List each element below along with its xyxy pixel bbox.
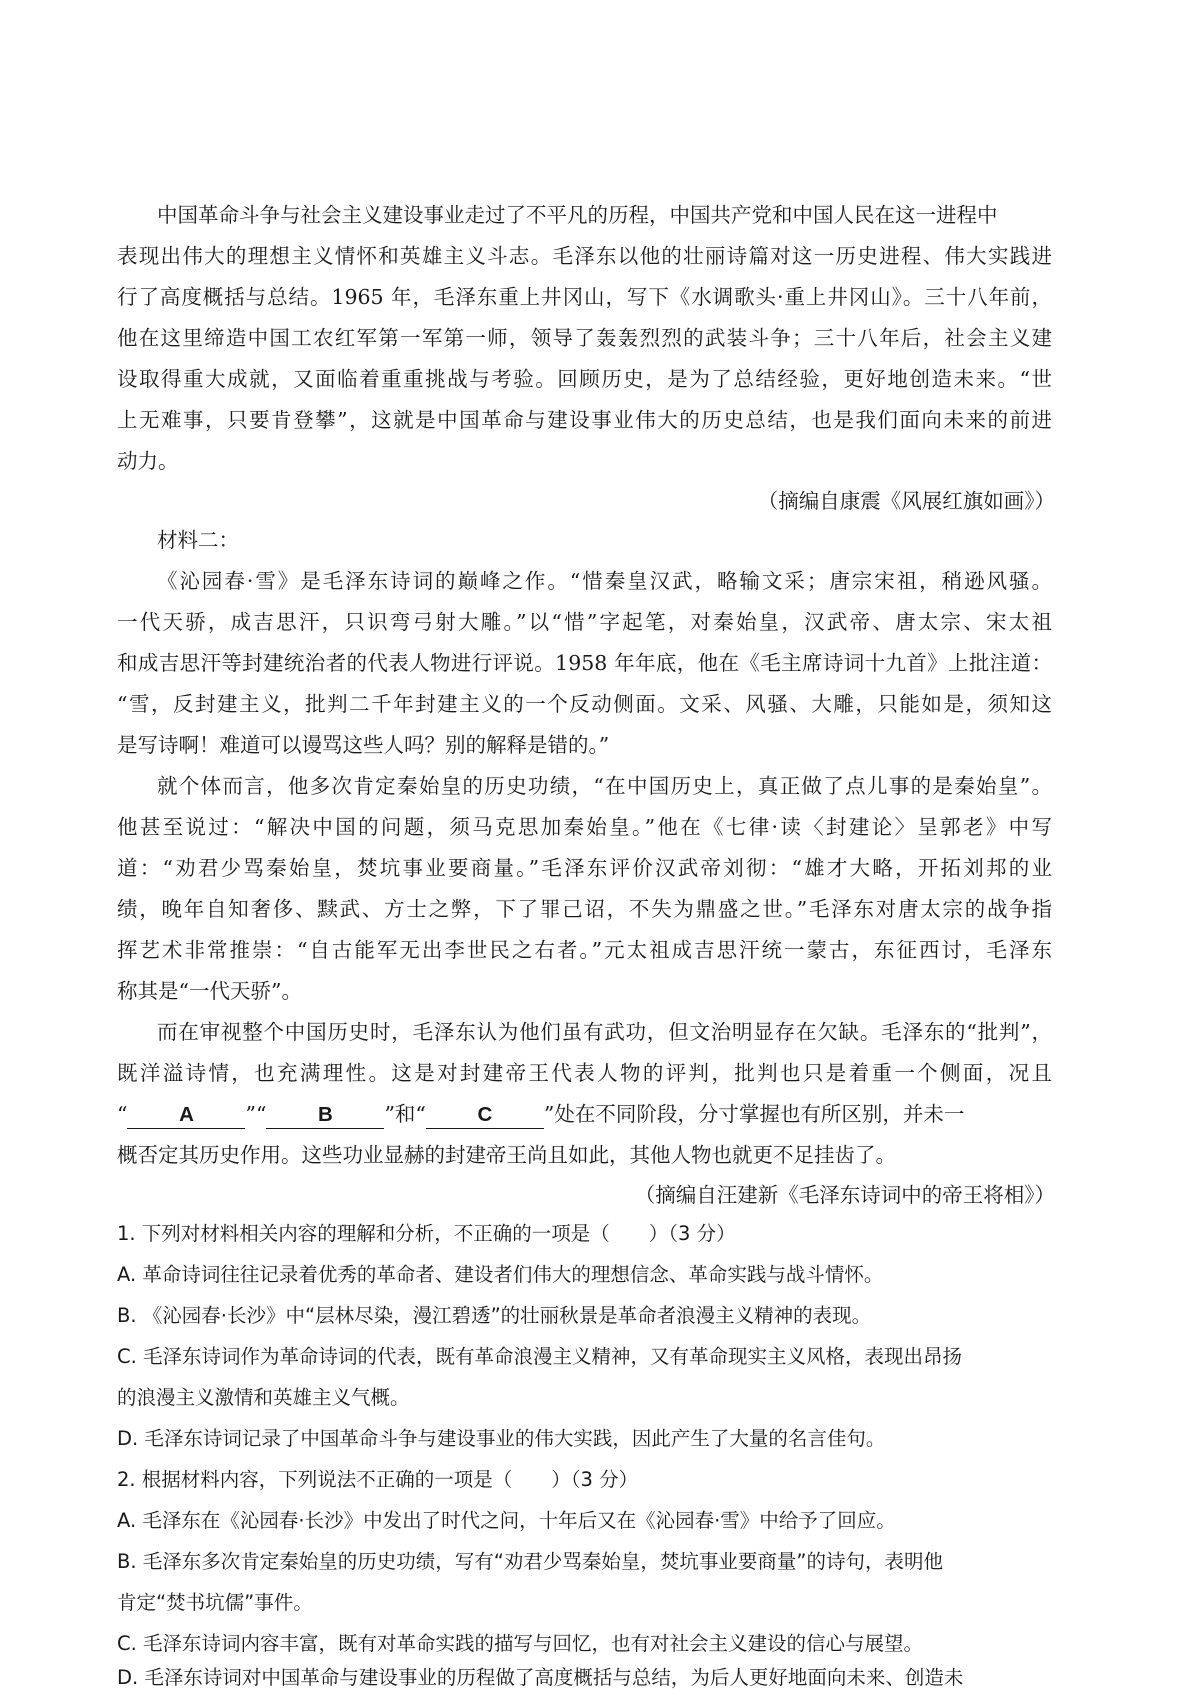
material2-p1-line-1: 《沁园春·雪》是毛泽东诗词的巅峰之作。“惜秦皇汉武，略输文采；唐宗宋祖，稍逊风骚。 xyxy=(157,569,1052,593)
question-1-option-c-cont: 的浪漫主义激情和英雄主义气概。 xyxy=(117,1386,410,1409)
question-2-option-b[interactable]: B. 毛泽东多次肯定秦始皇的历史功绩，写有“劝君少骂秦始皇，焚坑事业要商量”的诗句，表明他 xyxy=(117,1550,943,1573)
material2-p1-line-5: 是写诗啊！难道可以谩骂这些人吗？别的解释是错的。” xyxy=(117,733,610,757)
material2-p1-line-2: 一代天骄，成吉思汗，只识弯弓射大雕。”以“惜”字起笔，对秦始皇，汉武帝、唐太宗、宋太祖 xyxy=(117,610,1052,634)
blank-line-rest: ”处在不同阶段，分寸掌握也有所区别，并未一 xyxy=(543,1102,965,1126)
material2-p3-line-2: 既洋溢诗情，也充满理性。这是对封建帝王代表人物的评判，批判也只是着重一个侧面，况且 xyxy=(117,1061,1052,1085)
material1-line-2: 表现出伟大的理想主义情怀和英雄主义斗志。毛泽东以他的壮丽诗篇对这一历史进程、伟大实践进 xyxy=(117,244,1052,268)
material2-p2-line-1: 就个体而言，他多次肯定秦始皇的历史功绩，“在中国历史上，真正做了点儿事的是秦始皇”。 xyxy=(157,774,1052,798)
material2-source: （摘编自汪建新《毛泽东诗词中的帝王将相》） xyxy=(634,1183,1055,1207)
material2-p1-line-4: “雪，反封建主义，批判二千年封建主义的一个反动侧面。文采、风骚、大雕，只能如是，须知这 xyxy=(117,692,1052,716)
material2-blank-line xyxy=(117,1096,1052,1132)
material2-p2-line-5: 挥艺术非常推崇：“自古能军无出李世民之右者。”元太祖成吉思汗统一蒙古，东征西讨，毛泽东 xyxy=(117,938,1052,962)
question-1-option-c[interactable]: C. 毛泽东诗词作为革命诗词的代表，既有革命浪漫主义精神，又有革命现实主义风格，表现出昂扬 xyxy=(117,1345,963,1368)
blank-c[interactable]: C xyxy=(426,1102,544,1129)
material2-p3-line-1: 而在审视整个中国历史时，毛泽东认为他们虽有武功，但文治明显存在欠缺。毛泽东的“批判”， xyxy=(157,1020,1052,1044)
question-1-option-b[interactable]: B. 《沁园春·长沙》中“层林尽染，漫江碧透”的壮丽秋景是革命者浪漫主义精神的表现。 xyxy=(117,1304,872,1327)
quote-open-a: “ xyxy=(117,1102,128,1126)
material2-p2-line-6: 称其是“一代天骄”。 xyxy=(117,979,302,1003)
material1-line-4: 他在这里缔造中国工农红军第一军第一师，领导了轰轰烈烈的武装斗争；三十八年后，社会主义建 xyxy=(117,326,1052,350)
question-1-option-a[interactable]: A. 革命诗词往往记录着优秀的革命者、建设者们伟大的理想信念、革命实践与战斗情怀。 xyxy=(117,1263,884,1286)
material2-p3-end: 概否定其历史作用。这些功业显赫的封建帝王尚且如此，其他人物也就更不足挂齿了。 xyxy=(117,1143,896,1167)
question-2-option-b-cont: 肯定“焚书坑儒”事件。 xyxy=(117,1591,313,1614)
material2-heading: 材料二： xyxy=(157,528,239,552)
material2-p2-line-2: 他甚至说过：“解决中国的问题，须马克思加秦始皇。”他在《七律·读〈封建论〉呈郭老》中写 xyxy=(117,815,1052,839)
material2-p2-line-4: 绩，晚年自知奢侈、黩武、方士之弊，下了罪己诏，不失为鼎盛之世。”毛泽东对唐太宗的战争指 xyxy=(117,897,1052,921)
material1-line-1: 中国革命斗争与社会主义建设事业走过了不平凡的历程，中国共产党和中国人民在这一进程中 xyxy=(157,203,998,227)
material1-line-7: 动力。 xyxy=(117,449,179,473)
material1-line-6: 上无难事，只要肯登攀”，这就是中国革命与建设事业伟大的历史总结，也是我们面向未来的前进 xyxy=(117,408,1052,432)
blank-a[interactable]: A xyxy=(127,1102,245,1129)
quote-between-bc: ”和“ xyxy=(384,1102,426,1126)
question-1-option-d[interactable]: D. 毛泽东诗词记录了中国革命斗争与建设事业的伟大实践，因此产生了大量的名言佳句。 xyxy=(117,1427,886,1450)
question-2-option-c[interactable]: C. 毛泽东诗词内容丰富，既有对革命实践的描写与回忆，也有对社会主义建设的信心与展望。 xyxy=(117,1632,924,1655)
blank-b[interactable]: B xyxy=(266,1102,384,1129)
material1-source: （摘编自康震《风展红旗如画》） xyxy=(757,489,1055,513)
material1-line-5: 设取得重大成就，又面临着重重挑战与考验。回顾历史，是为了总结经验，更好地创造未来。“世 xyxy=(117,367,1052,391)
question-2-option-d[interactable]: D. 毛泽东诗词对中国革命与建设事业的历程做了高度概括与总结，为后人更好地面向未来、创造未 xyxy=(117,1666,964,1689)
quote-between-ab: ”“ xyxy=(245,1102,267,1126)
question-2-stem: 2. 根据材料内容，下列说法不正确的一项是（ ）（3 分） xyxy=(117,1468,639,1491)
material1-line-3: 行了高度概括与总结。1965 年，毛泽东重上井冈山，写下《水调歌头·重上井冈山》。三十八年前， xyxy=(117,285,1052,309)
question-1-stem: 1. 下列对材料相关内容的理解和分析，不正确的一项是（ ）（3 分） xyxy=(117,1222,736,1245)
question-2-option-a[interactable]: A. 毛泽东在《沁园春·长沙》中发出了时代之问，十年后又在《沁园春·雪》中给予了回应。 xyxy=(117,1509,896,1532)
material2-p2-line-3: 道：“劝君少骂秦始皇，焚坑事业要商量。”毛泽东评价汉武帝刘彻：“雄才大略，开拓刘邦的业 xyxy=(117,856,1052,880)
material2-p1-line-3: 和成吉思汗等封建统治者的代表人物进行评说。1958 年年底，他在《毛主席诗词十九首》上批注道： xyxy=(117,651,1052,675)
